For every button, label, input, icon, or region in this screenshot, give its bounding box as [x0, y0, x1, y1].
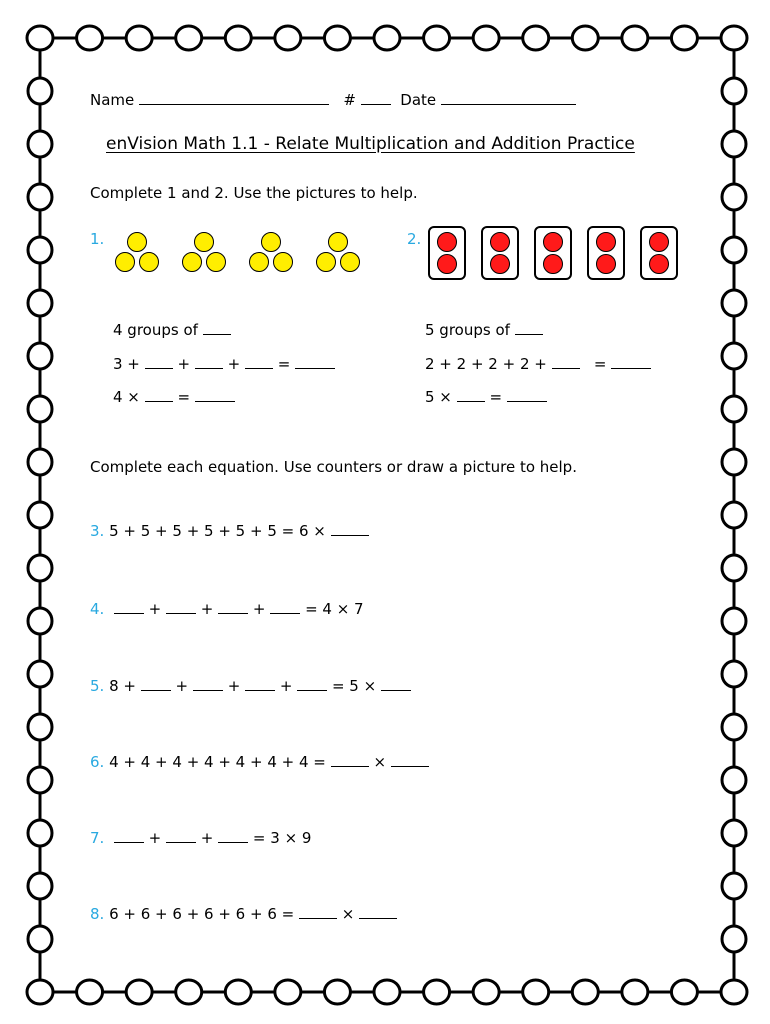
problem1-blank-c[interactable] [245, 354, 273, 369]
plus-sign: + [227, 355, 241, 373]
border-circle [28, 873, 52, 899]
section1-instruction: Complete 1 and 2. Use the pictures to help. [90, 184, 418, 202]
problem6-blank-a[interactable] [331, 752, 369, 767]
number-label: # [343, 91, 356, 109]
border-circle [126, 980, 152, 1004]
problem6-line [90, 752, 429, 771]
border-circle [721, 26, 747, 50]
problem5-blank-c[interactable] [245, 676, 275, 691]
problem3-blank[interactable] [331, 521, 369, 536]
border-circle [275, 26, 301, 50]
problem1-blank-a[interactable] [145, 354, 173, 369]
border-circle [28, 926, 52, 952]
problem4-number: 4. [90, 600, 105, 618]
plus-sign: + [148, 829, 162, 847]
problem2-addends: 2 + 2 + 2 + 2 + [425, 355, 547, 373]
border-circle [572, 26, 598, 50]
problem2-groups-line [425, 320, 543, 339]
yellow-counter-groups [115, 232, 370, 282]
border-circle [721, 980, 747, 1004]
problem1-sum-blank[interactable] [295, 354, 335, 369]
border-circle [176, 26, 202, 50]
counter-card [587, 226, 625, 280]
border-circle [28, 555, 52, 581]
name-line [90, 90, 576, 109]
border-circle [722, 873, 746, 899]
border-circle [424, 980, 450, 1004]
red-counter-cards [428, 226, 688, 282]
problem6-number: 6. [90, 753, 105, 771]
plus-sign: + [175, 677, 189, 695]
problem7-right-side: = 3 × 9 [252, 829, 312, 847]
problem7-blank-b[interactable] [166, 828, 196, 843]
border-circle [28, 290, 52, 316]
border-circle [622, 980, 648, 1004]
border-circle [722, 449, 746, 475]
border-circle [374, 980, 400, 1004]
problem7-blank-c[interactable] [218, 828, 248, 843]
problem2-groups-text: 5 groups of [425, 321, 510, 339]
red-counter [543, 254, 563, 274]
yellow-counter [261, 232, 281, 252]
border-circle [473, 980, 499, 1004]
border-circle [176, 980, 202, 1004]
border-circle [722, 290, 746, 316]
border-circle [523, 26, 549, 50]
problem2-addition-line [425, 354, 651, 373]
name-label: Name [90, 91, 135, 109]
problem1-number: 1. [90, 230, 105, 248]
border-circle [722, 131, 746, 157]
border-circle [722, 926, 746, 952]
border-circle [671, 980, 697, 1004]
times-sign: × [373, 753, 387, 771]
border-circle [722, 184, 746, 210]
problem4-blank-b[interactable] [166, 599, 196, 614]
problem7-line [90, 828, 311, 847]
problem5-factor-blank[interactable] [381, 676, 411, 691]
border-circle [722, 396, 746, 422]
problem8-equation: 6 + 6 + 6 + 6 + 6 + 6 = [109, 905, 295, 923]
red-counter [596, 254, 616, 274]
border-circle [77, 980, 103, 1004]
problem8-blank-a[interactable] [299, 904, 337, 919]
border-circle [722, 661, 746, 687]
border-circle [424, 26, 450, 50]
border-circle [622, 26, 648, 50]
border-circle [722, 767, 746, 793]
yellow-counter [273, 252, 293, 272]
border-circle [722, 502, 746, 528]
border-circle [28, 78, 52, 104]
number-blank[interactable] [361, 90, 391, 105]
plus-sign: + [279, 677, 293, 695]
problem3-line [90, 521, 369, 540]
border-circle [28, 767, 52, 793]
yellow-counter [249, 252, 269, 272]
red-counter [543, 232, 563, 252]
border-line [40, 38, 734, 992]
border-circle [722, 78, 746, 104]
problem1-product-blank[interactable] [195, 387, 235, 402]
date-blank[interactable] [441, 90, 576, 105]
section2-instruction: Complete each equation. Use counters or draw a picture to help. [90, 458, 577, 476]
problem5-blank-b[interactable] [193, 676, 223, 691]
red-counter [490, 232, 510, 252]
border-circle [722, 820, 746, 846]
problem2-groups-blank[interactable] [515, 320, 543, 335]
date-label: Date [400, 91, 437, 109]
problem2-addend-blank[interactable] [552, 354, 580, 369]
yellow-counter [340, 252, 360, 272]
problem2-product-blank[interactable] [507, 387, 547, 402]
problem5-first-addend: 8 + [109, 677, 136, 695]
problem2-factor-blank[interactable] [457, 387, 485, 402]
problem3-equation: 5 + 5 + 5 + 5 + 5 + 5 = 6 × [109, 522, 326, 540]
plus-sign: + [227, 677, 241, 695]
border-circle [28, 396, 52, 422]
problem1-groups-text: 4 groups of [113, 321, 198, 339]
red-counter [490, 254, 510, 274]
problem1-factor-blank[interactable] [145, 387, 173, 402]
equals-sign: = [593, 355, 607, 373]
problem5-number: 5. [90, 677, 105, 695]
border-circle [28, 449, 52, 475]
counter-card [534, 226, 572, 280]
problem1-groups-blank[interactable] [203, 320, 231, 335]
problem1-blank-b[interactable] [195, 354, 223, 369]
problem8-number: 8. [90, 905, 105, 923]
name-blank[interactable] [139, 90, 329, 105]
problem2-sum-blank[interactable] [611, 354, 651, 369]
border-circle [275, 980, 301, 1004]
border-circle [374, 26, 400, 50]
border-circle [28, 502, 52, 528]
problem4-blank-c[interactable] [218, 599, 248, 614]
border-circle [324, 980, 350, 1004]
border-circle [28, 131, 52, 157]
border-circle [473, 26, 499, 50]
problem1-addend-first: 3 + [113, 355, 140, 373]
problem1-addition-line [113, 354, 335, 373]
border-circle [523, 980, 549, 1004]
border-circle [722, 343, 746, 369]
page-title: enVision Math 1.1 - Relate Multiplication and Addition Practice [106, 134, 635, 154]
counter-card [428, 226, 466, 280]
yellow-counter [127, 232, 147, 252]
border-circle [27, 26, 53, 50]
problem1-groups-line [113, 320, 231, 339]
border-circle [28, 820, 52, 846]
border-circle [722, 608, 746, 634]
yellow-counter [206, 252, 226, 272]
plus-sign: + [177, 355, 191, 373]
border-circle [77, 26, 103, 50]
red-counter [596, 232, 616, 252]
border-circle [572, 980, 598, 1004]
border-circle [126, 26, 152, 50]
problem4-blank-a[interactable] [114, 599, 144, 614]
problem1-factor-first: 4 × [113, 388, 140, 406]
border-circle [28, 661, 52, 687]
border-circle [27, 980, 53, 1004]
red-counter [649, 232, 669, 252]
problem3-number: 3. [90, 522, 105, 540]
plus-sign: + [148, 600, 162, 618]
problem4-line [90, 599, 364, 618]
problem1-multiplication-line [113, 387, 235, 406]
border-circle [722, 714, 746, 740]
red-counter [437, 254, 457, 274]
border-circle [722, 237, 746, 263]
equals-sign: = [277, 355, 291, 373]
border-circle [28, 714, 52, 740]
problem5-blank-a[interactable] [141, 676, 171, 691]
problem4-right-side: = 4 × 7 [305, 600, 364, 618]
border-circle [671, 26, 697, 50]
problem2-number: 2. [407, 230, 422, 248]
yellow-counter [328, 232, 348, 252]
red-counter [437, 232, 457, 252]
border-circle [28, 184, 52, 210]
problem7-number: 7. [90, 829, 105, 847]
problem5-line [90, 676, 411, 695]
yellow-counter [139, 252, 159, 272]
yellow-counter [194, 232, 214, 252]
problem8-blank-b[interactable] [359, 904, 397, 919]
counter-card [481, 226, 519, 280]
times-sign: × [341, 905, 355, 923]
red-counter [649, 254, 669, 274]
border-circle [324, 26, 350, 50]
border-circle [225, 980, 251, 1004]
problem7-blank-a[interactable] [114, 828, 144, 843]
problem5-right-side: = 5 × [331, 677, 377, 695]
problem4-blank-d[interactable] [270, 599, 300, 614]
problem6-blank-b[interactable] [391, 752, 429, 767]
border-circle [28, 608, 52, 634]
problem5-blank-d[interactable] [297, 676, 327, 691]
border-circle [225, 26, 251, 50]
problem2-factor-first: 5 × [425, 388, 452, 406]
border-circle [28, 343, 52, 369]
plus-sign: + [252, 600, 266, 618]
equals-sign: = [177, 388, 191, 406]
yellow-counter [115, 252, 135, 272]
border-circle [28, 237, 52, 263]
border-circle [722, 555, 746, 581]
equals-sign: = [489, 388, 503, 406]
plus-sign: + [200, 600, 214, 618]
yellow-counter [316, 252, 336, 272]
problem8-line [90, 904, 397, 923]
problem6-equation: 4 + 4 + 4 + 4 + 4 + 4 + 4 = [109, 753, 326, 771]
problem2-multiplication-line [425, 387, 547, 406]
counter-card [640, 226, 678, 280]
plus-sign: + [200, 829, 214, 847]
yellow-counter [182, 252, 202, 272]
